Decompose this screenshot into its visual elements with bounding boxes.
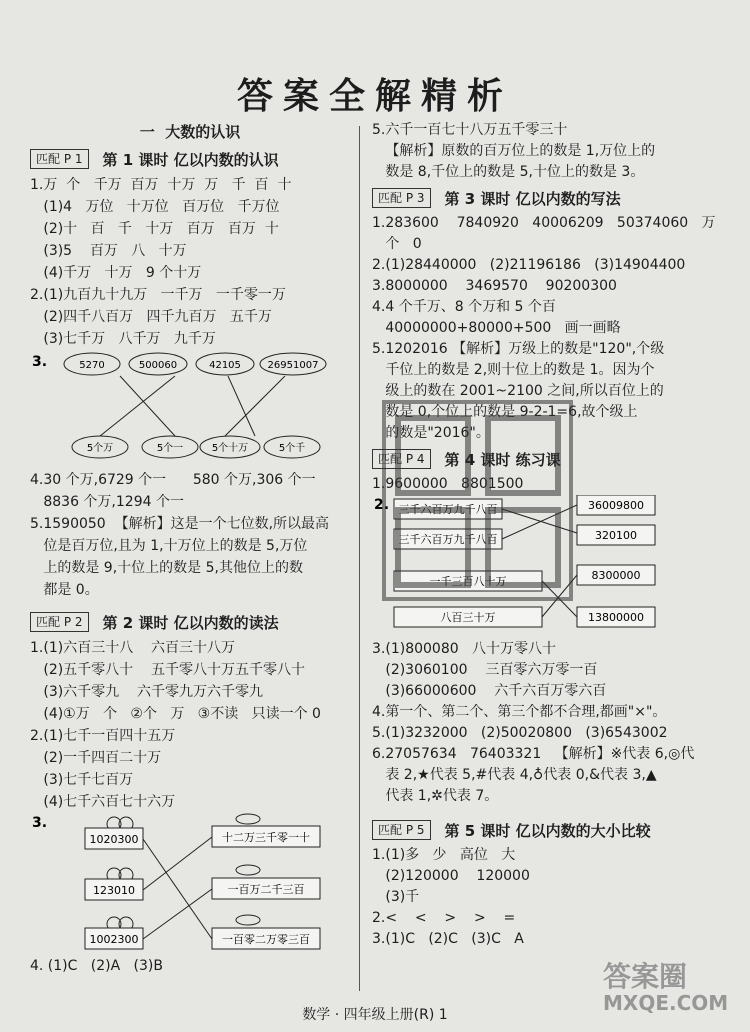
answer-line: 1.(1)六百三十八 六百三十八万 xyxy=(30,640,235,656)
oval-text: 5个万 xyxy=(86,443,114,454)
match-line xyxy=(228,376,255,436)
answer-line: (2)四千八百万 四千九百万 五千万 xyxy=(30,309,272,325)
stamp-glyph xyxy=(488,418,558,493)
box-text: 一百万二千三百 xyxy=(227,883,305,896)
answer-line: 位是百万位,且为 1,十万位上的数是 5,万位 xyxy=(30,538,308,554)
answer-line: 1.9600000 8801500 xyxy=(372,476,524,492)
match-line xyxy=(120,376,175,436)
match-badge: 匹配 P 3 xyxy=(372,188,431,208)
matching-diagram-p1 xyxy=(30,350,350,465)
box-text: 123010 xyxy=(93,884,135,897)
matching-diagram-p2 xyxy=(30,813,350,951)
answer-line: 【解析】原数的百万位上的数是 1,万位上的 xyxy=(372,143,656,159)
answer-line: (2)120000 120000 xyxy=(372,868,530,884)
left-column xyxy=(30,120,350,977)
oval-text: 500060 xyxy=(138,360,178,371)
match-badge: 匹配 P 5 xyxy=(372,820,431,840)
answer-line: (1)4 万位 十万位 百万位 千万位 xyxy=(30,199,280,215)
box-text: 36009800 xyxy=(588,499,644,512)
answer-line: (3)千 xyxy=(372,889,420,905)
section-title: 第 1 课时 亿以内数的认识 xyxy=(102,150,279,169)
answer-line: 4.第一个、第二个、第三个都不合理,都画"×"。 xyxy=(372,704,667,720)
watermark-bottom: MXQE.COM xyxy=(603,991,729,1015)
stamp-glyph xyxy=(488,510,558,585)
box-text: 13800000 xyxy=(588,611,644,624)
stamp-frame xyxy=(384,402,571,599)
tadpole-icon xyxy=(236,865,260,875)
answer-line: 个 0 xyxy=(372,236,422,252)
oval-text: 42105 xyxy=(209,360,241,371)
answer-line: 代表 1,✲代表 7。 xyxy=(372,788,499,804)
answer-line: (2)一千四百二十万 xyxy=(30,750,162,766)
page-footer: 数学 · 四年级上册(R) 1 xyxy=(302,1007,448,1023)
answer-line: 上的数是 9,十位上的数是 5,其他位上的数 xyxy=(30,560,303,576)
box-text: 三千六百万九千八百 xyxy=(398,533,498,546)
stamp-watermark xyxy=(380,398,575,603)
box-text: 一百零二万零三百 xyxy=(222,933,310,946)
answer-line: 4. (1)C (2)A (3)B xyxy=(30,958,163,974)
match-line xyxy=(143,889,212,939)
section-title: 第 2 课时 亿以内数的读法 xyxy=(102,613,279,632)
match-line xyxy=(143,837,212,890)
answer-line: 3.(1)800080 八十万零八十 xyxy=(372,641,556,657)
answer-line: (4)七千六百七十六万 xyxy=(30,794,176,810)
question-label: 3. xyxy=(32,354,48,370)
answer-line: (3)七千七百万 xyxy=(30,772,134,788)
answer-line: 5.(1)3232000 (2)50020800 (3)6543002 xyxy=(372,725,668,741)
answer-line: (2)3060100 三百零六万零一百 xyxy=(372,662,598,678)
box-text: 8300000 xyxy=(591,569,641,582)
column-divider xyxy=(359,126,360,991)
answer-line: 5.1202016 【解析】万级上的数是"120",个级 xyxy=(372,341,665,357)
unit-heading: 一 大数的认识 xyxy=(139,123,241,141)
tadpole-icon xyxy=(236,814,260,824)
box-text: 三千六百万九千八百 xyxy=(398,503,498,516)
answer-line: 数是 8,千位上的数是 5,十位上的数是 3。 xyxy=(372,164,645,180)
answer-line: 2.(1)28440000 (2)21196186 (3)14904400 xyxy=(372,257,686,273)
box-text: 1020300 xyxy=(89,833,139,846)
watermark-top: 答案圈 xyxy=(603,960,688,993)
question-label: 3. xyxy=(32,815,48,831)
answer-line: 级上的数在 2001~2100 之间,所以百位上的 xyxy=(372,383,664,399)
answer-line: 5.1590050 【解析】这是一个七位数,所以最高 xyxy=(30,516,330,532)
section-header-p2 xyxy=(30,609,350,635)
box-text: 一千三百八十万 xyxy=(429,575,507,588)
question-label: 2. xyxy=(374,497,390,513)
oval-text: 26951007 xyxy=(267,360,319,371)
match-badge: 匹配 P 4 xyxy=(372,449,431,469)
match-badge: 匹配 P 1 xyxy=(30,149,89,169)
answer-line: (4)①万 个 ②个 万 ③不读 只读一个 0 xyxy=(30,706,321,722)
answer-line: 1.283600 7840920 40006209 50374060 万 xyxy=(372,215,716,231)
section-header-p5 xyxy=(372,817,722,843)
answer-line: 都是 0。 xyxy=(30,582,99,598)
answer-line: 2.(1)九百九十九万 一千万 一千零一万 xyxy=(30,287,286,303)
answer-line: 千位上的数是 2,则十位上的数是 1。因为个 xyxy=(372,362,655,378)
answer-line: 5.六千一百七十八万五千零三十 xyxy=(372,122,568,138)
answer-line: 数是 0,个位上的数是 9-2-1=6,故个级上 xyxy=(372,404,638,420)
section-title: 第 4 课时 练习课 xyxy=(444,450,561,469)
section-header-p1 xyxy=(30,146,350,172)
oval-text: 5270 xyxy=(79,360,105,371)
tadpole-icon xyxy=(236,915,260,925)
answer-line: 1.(1)多 少 高位 大 xyxy=(372,847,516,863)
page-title: 答案全解精析 xyxy=(236,76,513,117)
answer-line: 的数是"2016"。 xyxy=(372,425,490,441)
match-line xyxy=(143,839,212,939)
oval-text: 5个千 xyxy=(278,443,306,454)
match-line xyxy=(225,376,285,436)
answer-line: (3)66000600 六千六百万零六百 xyxy=(372,683,607,699)
answer-line: 1.万 个 千万 百万 十万 万 千 百 十 xyxy=(30,177,292,193)
box-text: 320100 xyxy=(595,529,637,542)
answer-line: 4.30 个万,6729 个一 580 个万,306 个一 xyxy=(30,472,316,488)
oval-text: 5个十万 xyxy=(211,443,249,454)
answer-line: (3)5 百万 八 十万 xyxy=(30,243,187,259)
oval-text: 5个一 xyxy=(156,443,184,454)
answer-line: 4.4 个千万、8 个万和 5 个百 xyxy=(372,299,556,315)
match-line xyxy=(100,376,175,436)
answer-line: 3.(1)C (2)C (3)C A xyxy=(372,931,524,947)
box-text: 十二万三千零一十 xyxy=(222,831,310,844)
stamp-glyph xyxy=(398,510,468,585)
answer-line: (3)七千万 八千万 九千万 xyxy=(30,331,216,347)
stamp-glyph xyxy=(398,418,468,493)
box-text: 1002300 xyxy=(89,933,139,946)
answer-line: (2)五千零八十 五千零八十万五千零八十 xyxy=(30,662,305,678)
answer-line: (4)千万 十万 9 个十万 xyxy=(30,265,202,281)
answer-line: 6.27057634 76403321 【解析】※代表 6,◎代 xyxy=(372,746,695,762)
match-badge: 匹配 P 2 xyxy=(30,612,89,632)
answer-line: 表 2,★代表 5,#代表 4,♁代表 0,&代表 3,▲ xyxy=(372,767,657,783)
answer-line: 3.8000000 3469570 90200300 xyxy=(372,278,617,294)
answer-line: (3)六千零九 六千零九万六千零九 xyxy=(30,684,263,700)
answer-line: 2.(1)七千一百四十五万 xyxy=(30,728,176,744)
box-text: 八百三十万 xyxy=(440,611,496,624)
section-header-p3 xyxy=(372,185,722,211)
section-title: 第 3 课时 亿以内数的写法 xyxy=(444,189,621,208)
answer-line: (2)十 百 千 十万 百万 百万 十 xyxy=(30,221,279,237)
section-title: 第 5 课时 亿以内数的大小比较 xyxy=(444,821,651,840)
answer-line: 2.< < > > = xyxy=(372,910,516,926)
answer-line: 40000000+80000+500 画一画略 xyxy=(372,320,621,336)
answer-line: 8836 个万,1294 个一 xyxy=(30,494,184,510)
